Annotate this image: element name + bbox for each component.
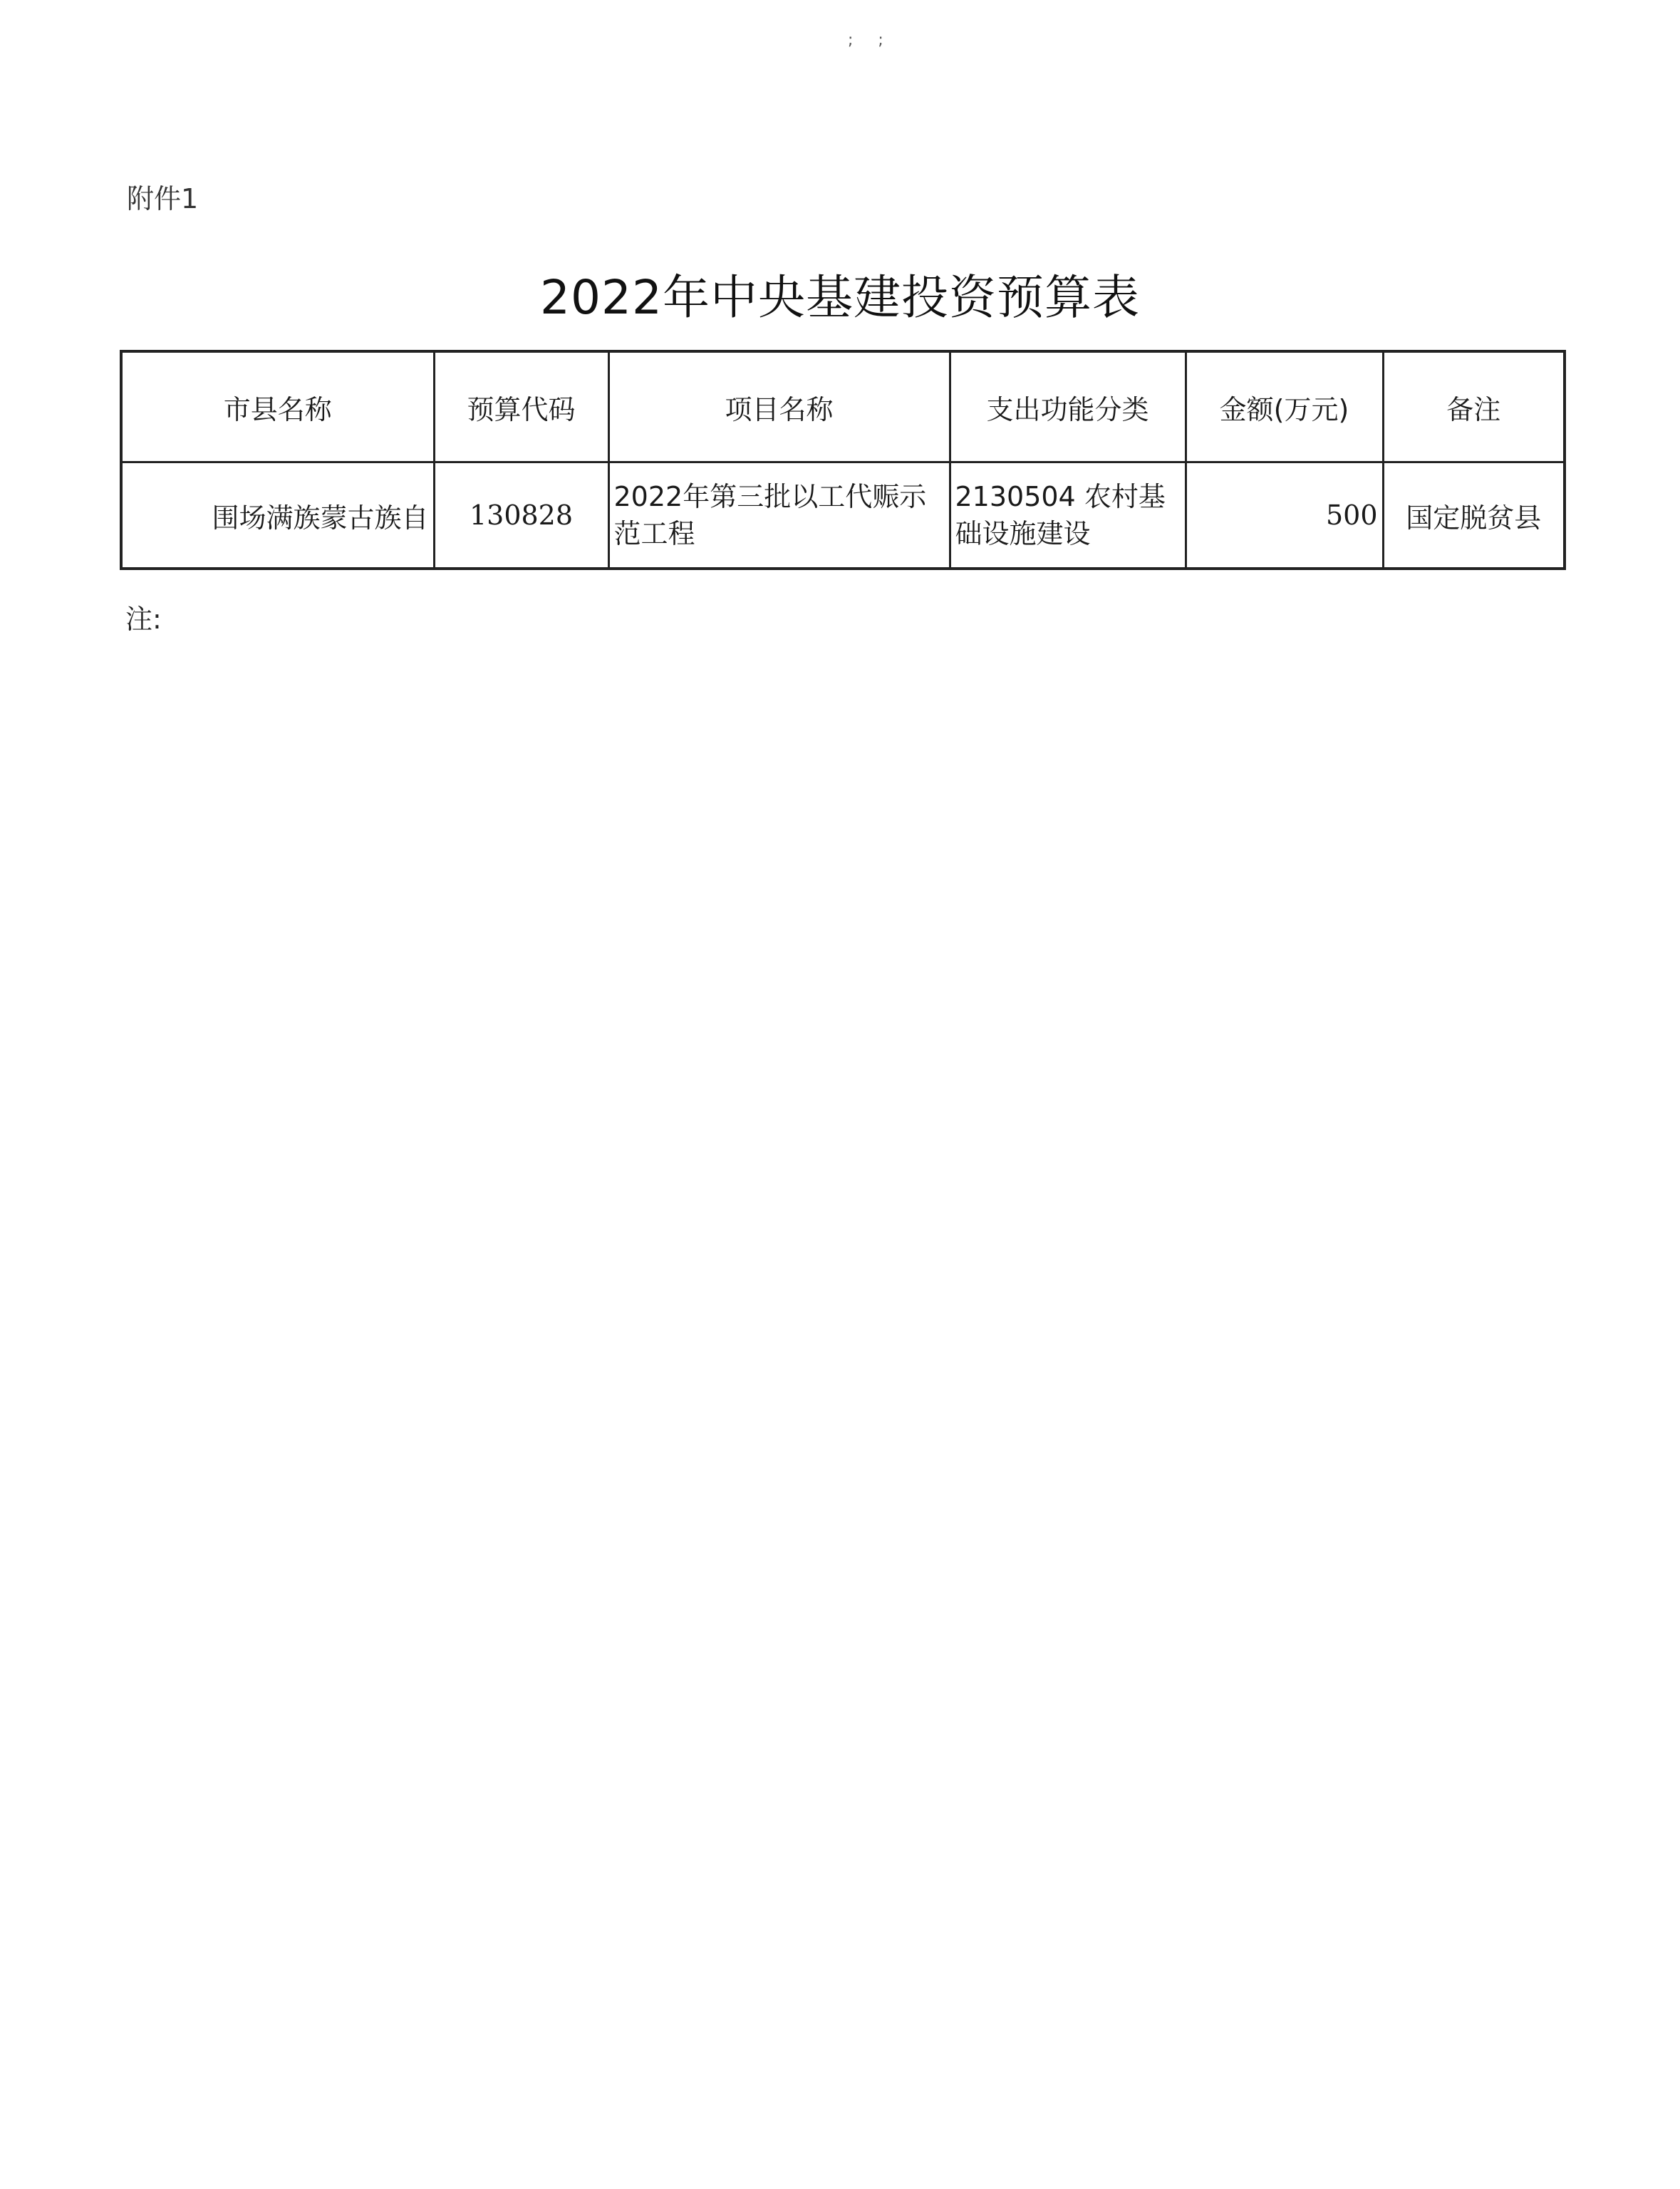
budget-table xyxy=(120,350,1566,570)
cell-budget-code: 130828 xyxy=(434,462,608,569)
attachment-label: 附件1 xyxy=(127,183,199,214)
header-city-name: 市县名称 xyxy=(121,351,434,462)
cell-amount: 500 xyxy=(1186,462,1383,569)
cell-function-class: 2130504 农村基础设施建设 xyxy=(950,462,1186,569)
table-header-row xyxy=(121,351,1565,462)
cell-project-name: 2022年第三批以工代赈示范工程 xyxy=(608,462,950,569)
document-title: 2022年中央基建投资预算表 xyxy=(540,270,1140,325)
header-function-class: 支出功能分类 xyxy=(950,351,1186,462)
scan-mark: ; ; xyxy=(848,31,893,49)
header-budget-code: 预算代码 xyxy=(434,351,608,462)
note-label: 注: xyxy=(125,604,162,635)
header-project-name: 项目名称 xyxy=(608,351,950,462)
cell-city-name: 围场满族蒙古族自 xyxy=(121,462,434,569)
header-note: 备注 xyxy=(1383,351,1565,462)
table-row xyxy=(121,462,1565,569)
cell-note: 国定脱贫县 xyxy=(1383,462,1565,569)
header-amount: 金额(万元) xyxy=(1186,351,1383,462)
